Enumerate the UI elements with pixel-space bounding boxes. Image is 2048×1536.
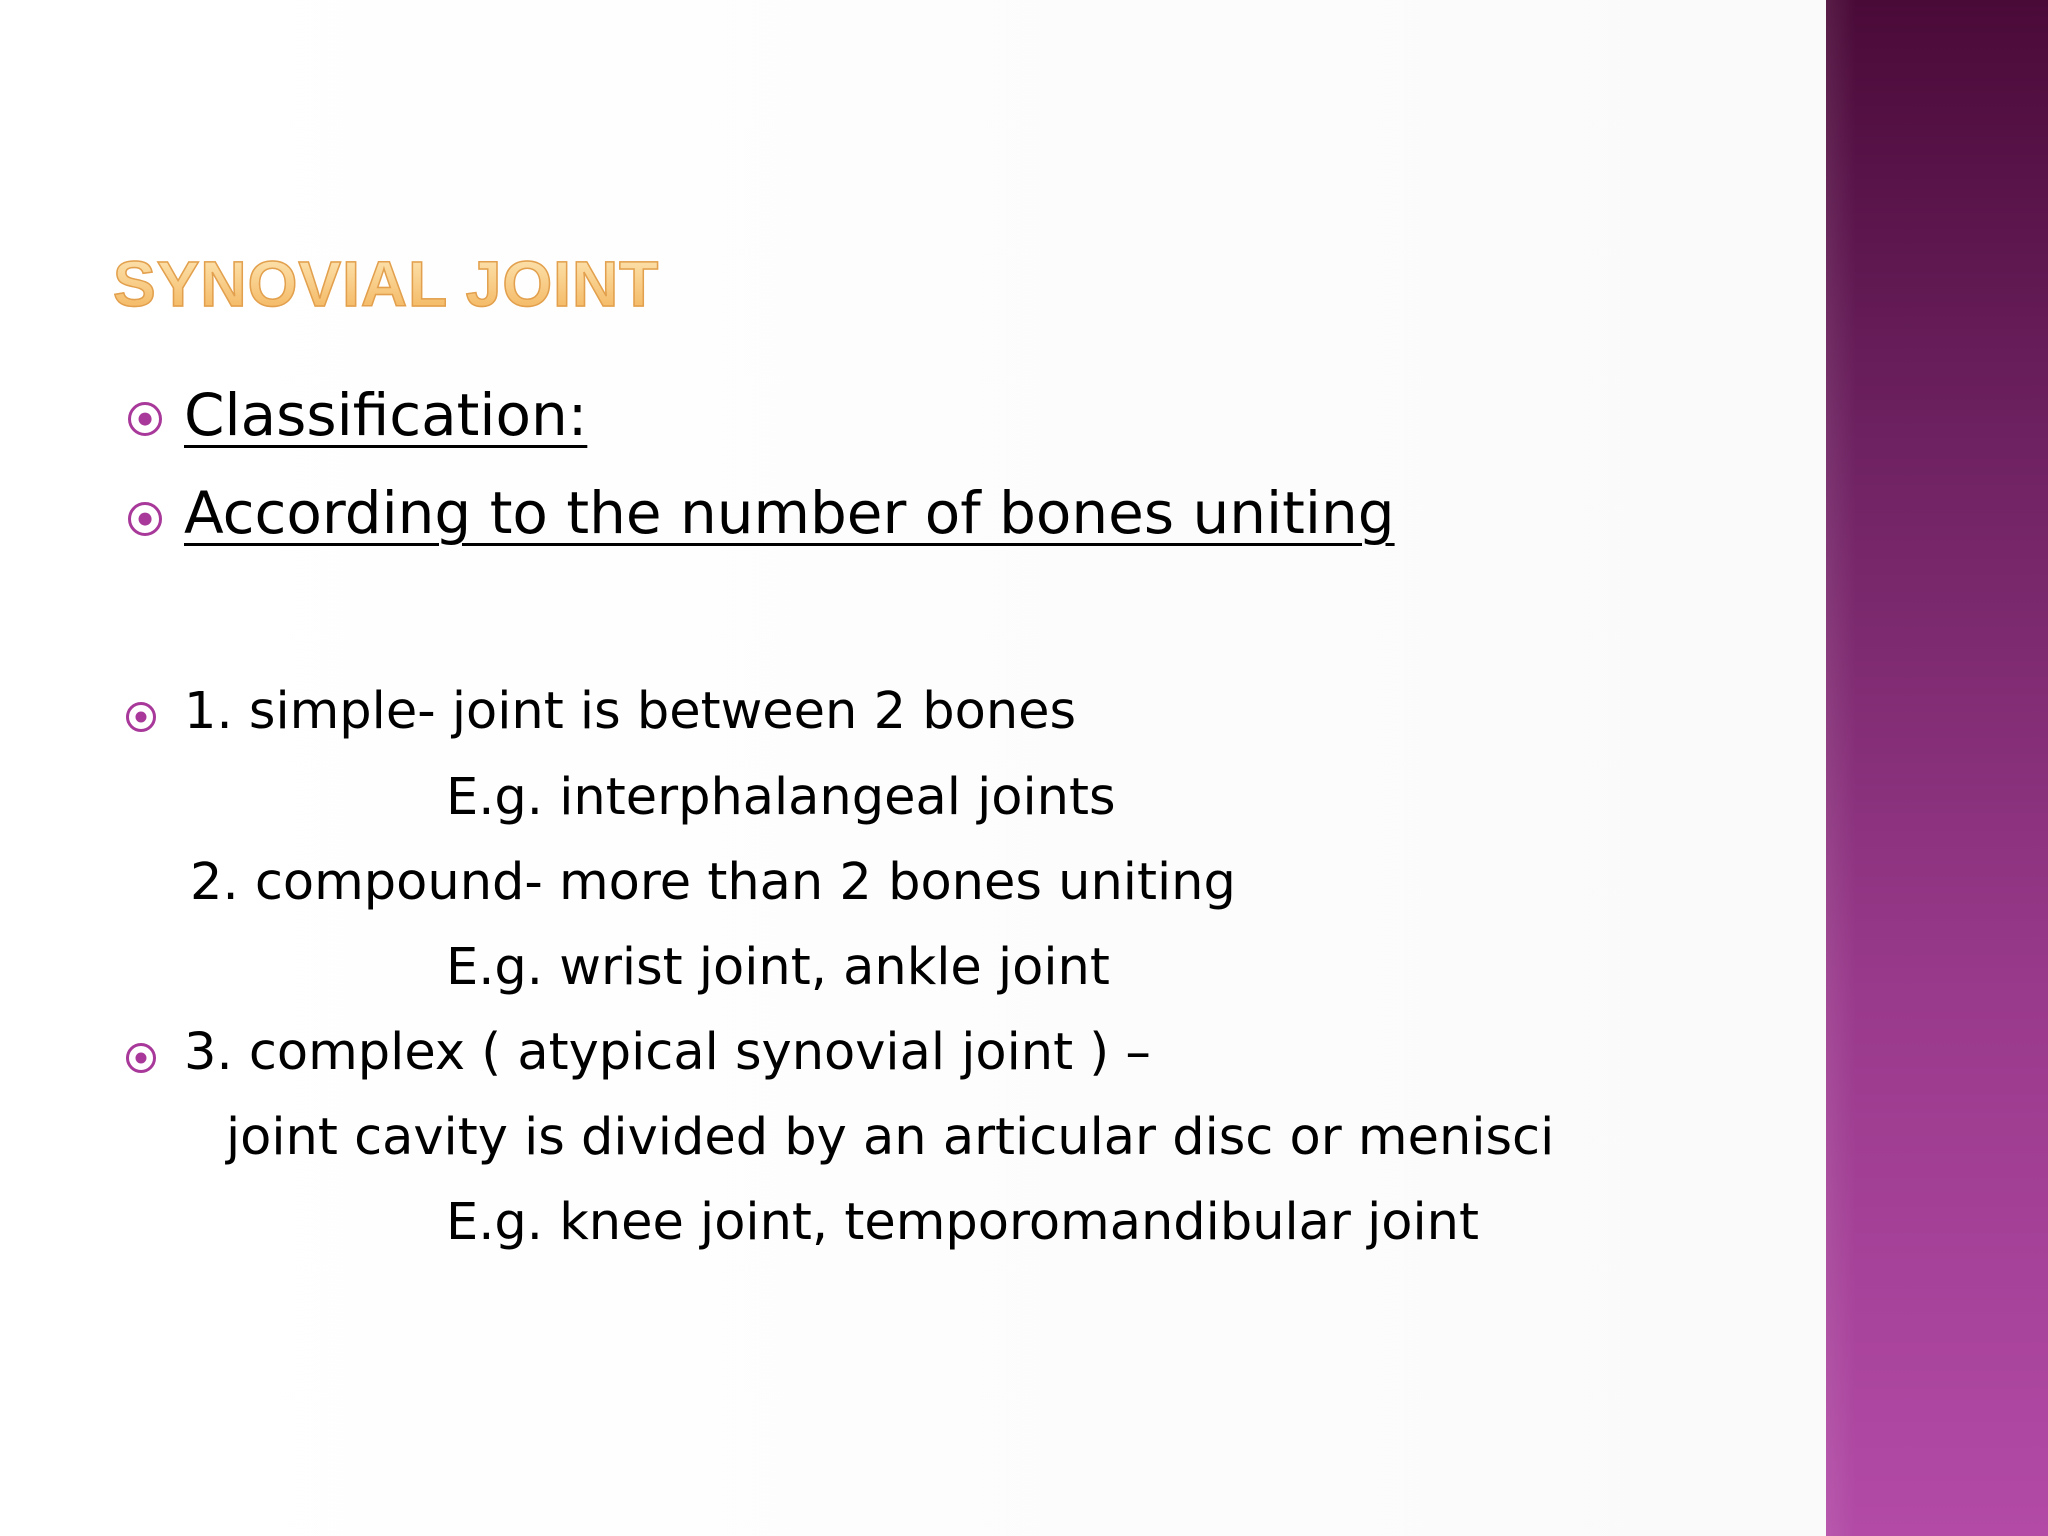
- circled-dot-icon: [128, 502, 162, 536]
- example-simple: E.g. interphalangeal joints: [446, 768, 1116, 827]
- circled-dot-icon: [126, 702, 156, 732]
- item-complex-joint: 3. complex ( atypical synovial joint ) –: [184, 1023, 1151, 1082]
- circled-dot-icon: [128, 402, 162, 436]
- decorative-side-bar: [1826, 0, 2048, 1536]
- example-compound: E.g. wrist joint, ankle joint: [446, 938, 1110, 997]
- heading-classification: Classification:: [184, 381, 588, 449]
- item-simple-joint: 1. simple- joint is between 2 bones: [184, 682, 1077, 741]
- complex-description: joint cavity is divided by an articular disc or menisci: [226, 1108, 1555, 1167]
- slide-title: SYNOVIAL JOINT: [113, 248, 660, 320]
- heading-number-of-bones: According to the number of bones uniting: [184, 479, 1395, 547]
- circled-dot-icon: [126, 1043, 156, 1073]
- example-complex: E.g. knee joint, temporomandibular joint: [446, 1193, 1479, 1252]
- item-compound-joint: 2. compound- more than 2 bones uniting: [190, 853, 1236, 912]
